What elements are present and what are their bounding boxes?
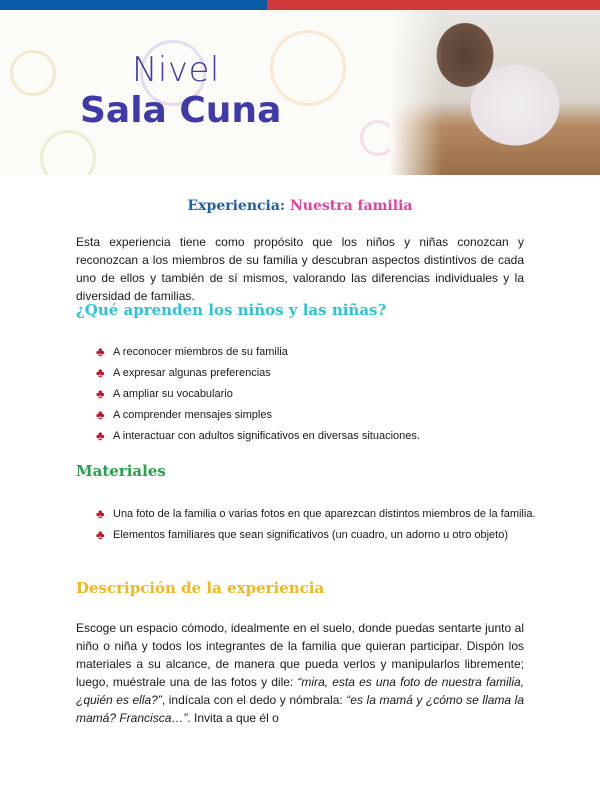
description-paragraph: Escoge un espacio cómodo, idealmente en el suelo, donde puedas sentarte junto al niño o niña y todos los integrantes de la familia que quieran participar. Dispón los materiales a su alcance, de manera que pueda verlos y manipularlos libremente; luego, muéstrale una de las fotos y dile: “mira, esta es una foto de nuestra familia, ¿quién es ella?”, indícala con el dedo y nómbrala: “es la mamá y ¿cómo se llama la mamá? Francisca…”. Invita a que él o <box>76 621 524 725</box>
quote: “mira, esta es una foto de nuestra familia, ¿quién es ella?” <box>76 675 524 707</box>
banner-title-sala-cuna: Sala Cuna <box>80 90 282 131</box>
quote: “es la mamá y ¿cómo se llama la mamá? Francisca…” <box>76 693 524 725</box>
header-bar-red <box>267 0 600 10</box>
header-bar-blue <box>0 0 267 10</box>
banner <box>0 10 600 175</box>
club-icon: ♣ <box>96 527 105 542</box>
description-heading: Descripción de la experiencia <box>76 579 325 597</box>
materials-heading: Materiales <box>76 462 166 480</box>
intro-paragraph: Esta experiencia tiene como propósito que los niños y niñas conozcan y reconozcan a los miembros de su familia y descubran aspectos distintivos de cada uno de ellos y también de sí mismos, valorando las diferencias individuales y la diversidad de familias. <box>76 235 524 303</box>
banner-title-nivel: Nivel <box>132 50 220 90</box>
list-item: ♣ A reconocer miembros de su familia <box>96 344 288 359</box>
list-item: ♣ Elementos familiares que sean significativos (un cuadro, un adorno u otro objeto) <box>96 527 509 542</box>
baby-photo <box>390 10 600 175</box>
club-icon: ♣ <box>96 407 105 422</box>
materials-list <box>96 507 536 549</box>
club-icon: ♣ <box>96 428 105 443</box>
experience-label: Experiencia: <box>187 198 286 214</box>
club-icon: ♣ <box>96 386 105 401</box>
experience-name: Nuestra familia <box>289 198 413 214</box>
club-icon: ♣ <box>96 365 105 380</box>
learn-heading: ¿Qué aprenden los niños y las niñas? <box>76 301 387 319</box>
list-item: ♣ A interactuar con adultos significativos en diversas situaciones. <box>96 428 420 443</box>
list-item: ♣ A expresar algunas preferencias <box>96 365 271 380</box>
list-item: ♣ Una foto de la familia o varias fotos en que aparezcan distintos miembros de la familia. <box>96 506 536 521</box>
doodle-decoration <box>10 50 56 96</box>
club-icon: ♣ <box>96 344 105 359</box>
list-item: ♣ A ampliar su vocabulario <box>96 386 233 401</box>
learn-list <box>96 345 420 450</box>
club-icon: ♣ <box>96 506 105 521</box>
experience-title <box>0 198 600 214</box>
doodle-decoration <box>40 130 96 175</box>
doodle-decoration <box>270 30 346 106</box>
list-item: ♣ A comprender mensajes simples <box>96 407 272 422</box>
